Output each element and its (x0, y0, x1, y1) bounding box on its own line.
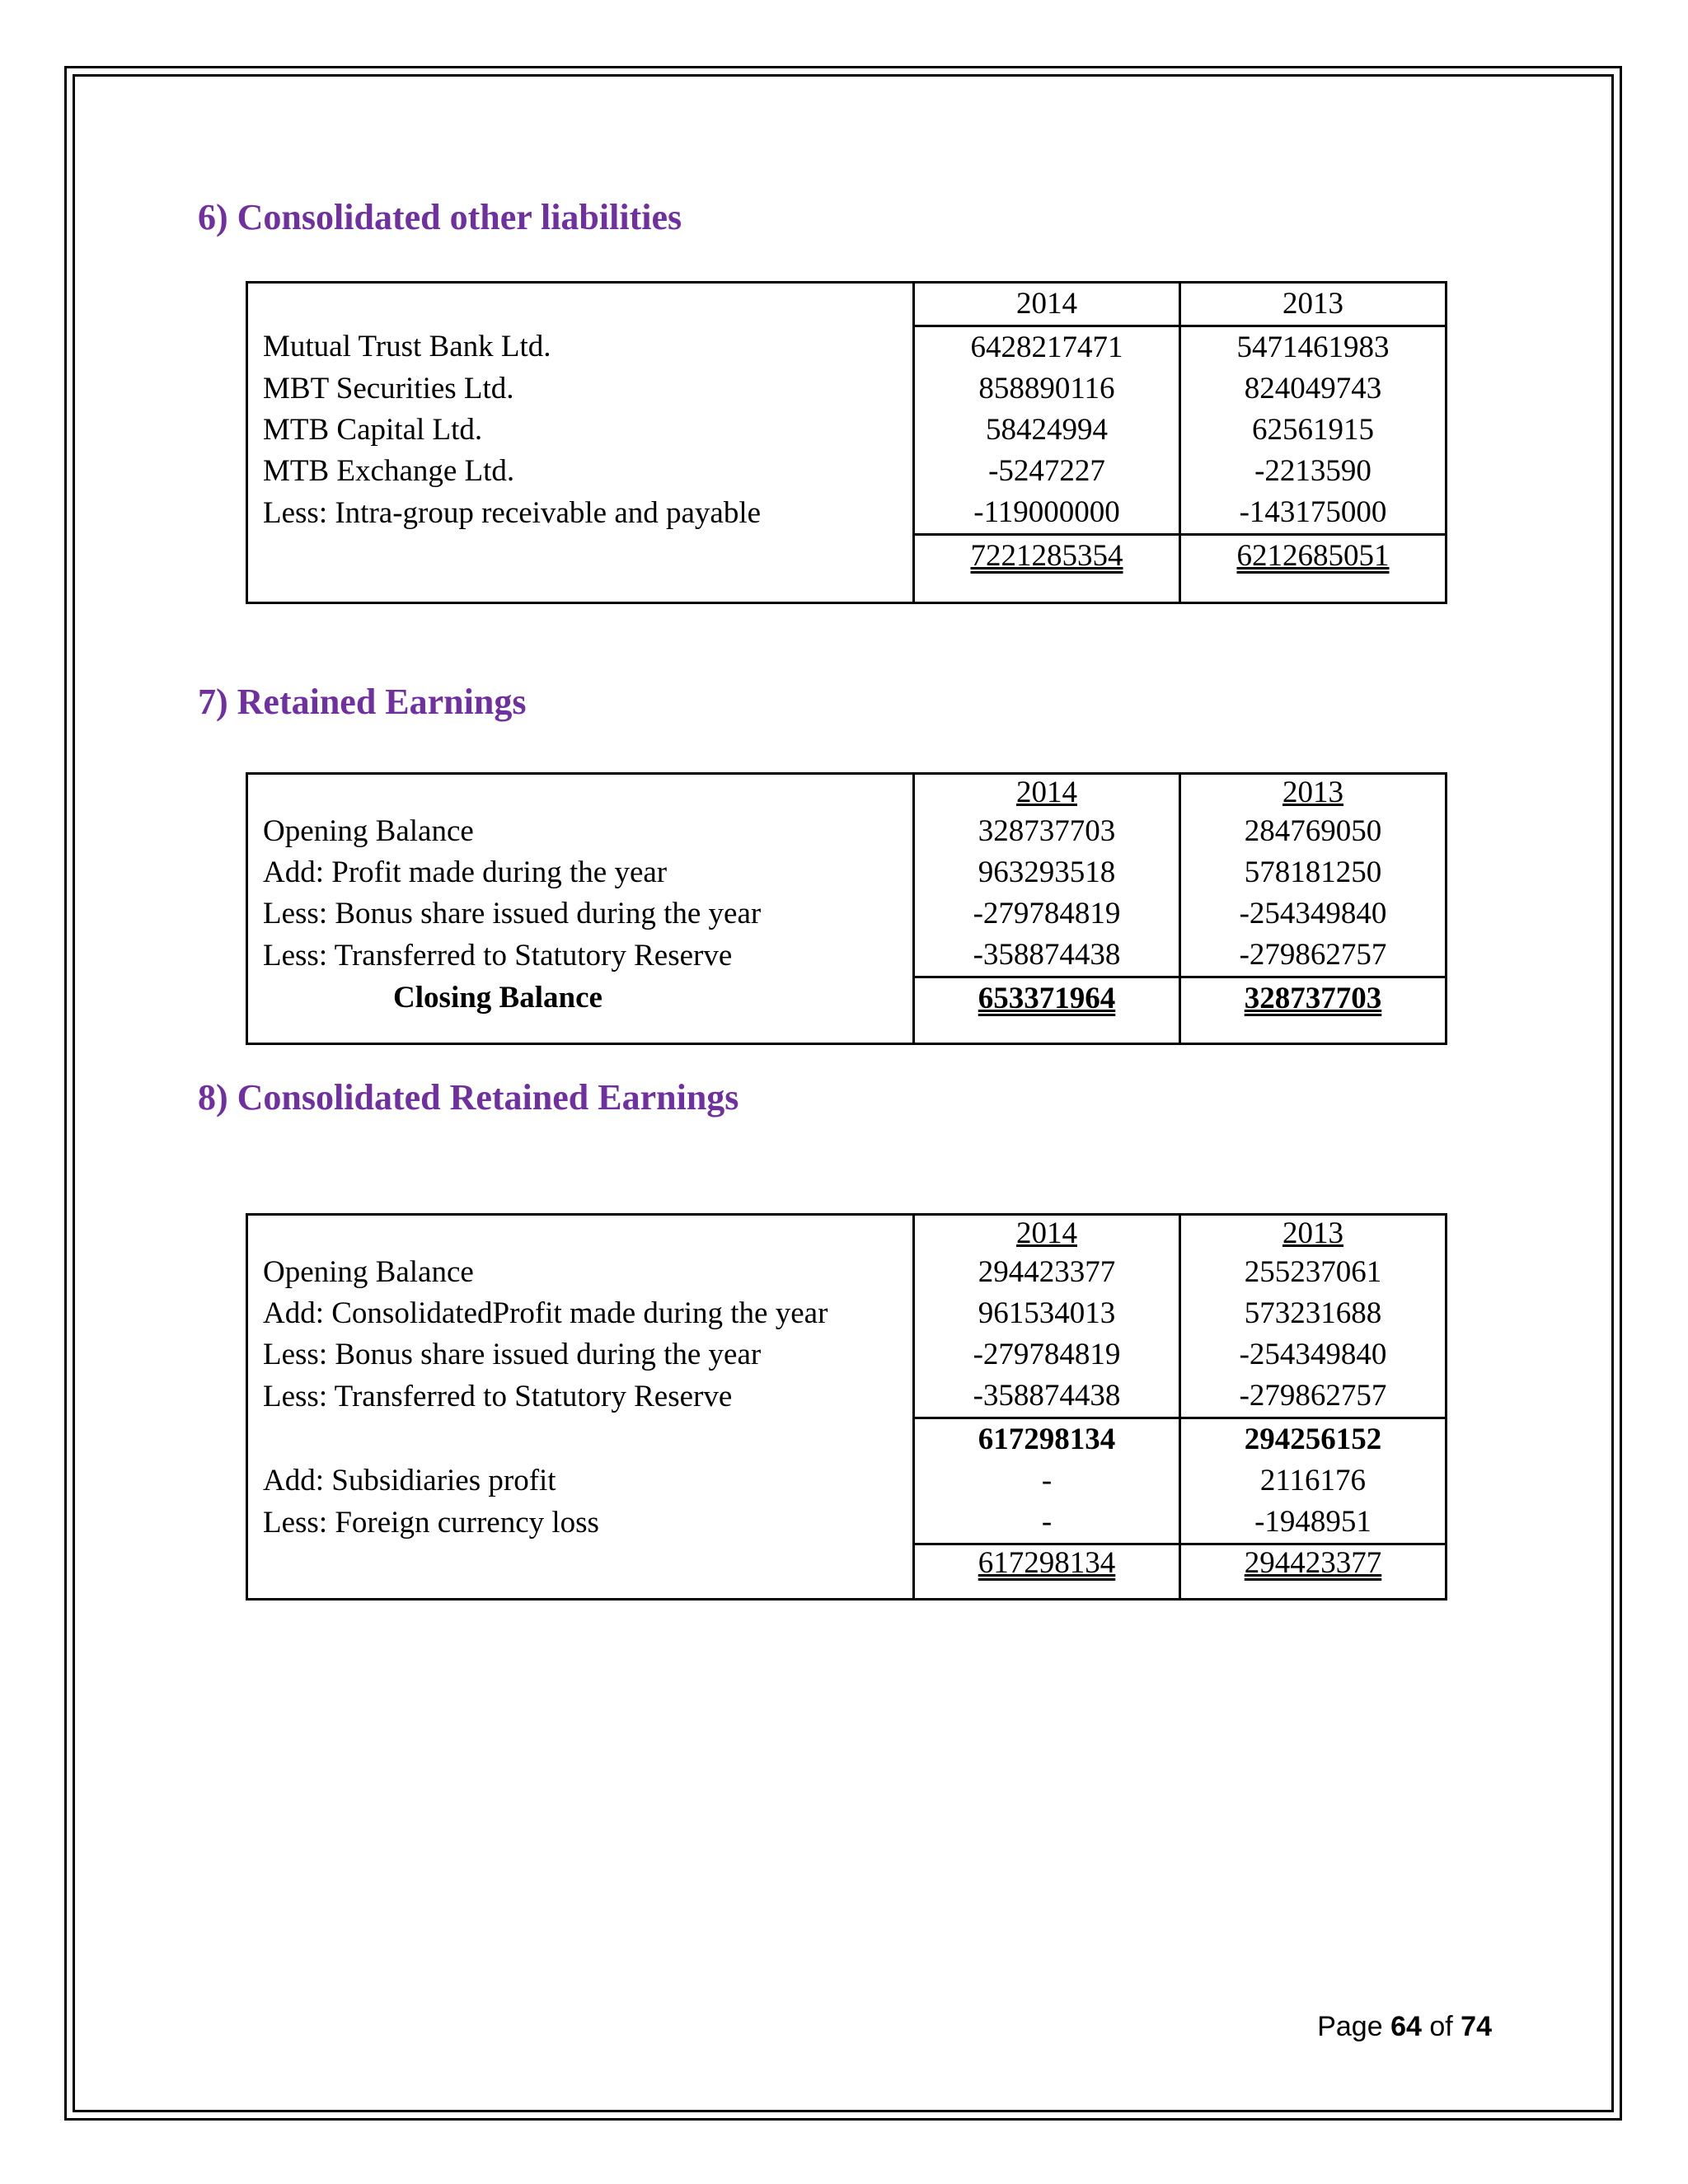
value-2014: -119000000 (914, 492, 1180, 535)
value-2013: -279862757 (1180, 935, 1447, 977)
table-row (247, 1252, 1447, 1293)
total-2014: 653371964 (978, 982, 1116, 1015)
other-liabilities-table (246, 281, 1447, 604)
page-of: of (1429, 2011, 1453, 2042)
value-2013: -254349840 (1180, 893, 1447, 935)
value-2013: 284769050 (1180, 811, 1447, 852)
row-label: Less: Transferred to Statutory Reserve (247, 935, 914, 977)
total-2013: 328737703 (1244, 982, 1382, 1015)
value-2013: 824049743 (1180, 368, 1447, 410)
table-row (247, 1293, 1447, 1334)
value-2014: - (914, 1502, 1180, 1544)
row-label: Less: Transferred to Statutory Reserve (247, 1376, 914, 1418)
value-2014: -279784819 (914, 893, 1180, 935)
section-heading-consolidated-retained-earnings: 8) Consolidated Retained Earnings (198, 1077, 739, 1118)
row-label: Less: Foreign currency loss (247, 1502, 914, 1544)
table-row (247, 410, 1447, 451)
total-row (247, 535, 1447, 578)
table-header-row (247, 774, 1447, 812)
table-header-row (247, 1215, 1447, 1253)
row-label: Add: Subsidiaries profit (247, 1460, 914, 1502)
retained-earnings-table (246, 772, 1447, 1045)
subtotal-2013: 294256152 (1180, 1418, 1447, 1461)
value-2014: -279784819 (914, 1334, 1180, 1376)
row-label: Mutual Trust Bank Ltd. (247, 326, 914, 369)
value-2013: 578181250 (1180, 852, 1447, 893)
table-row (247, 368, 1447, 410)
page-prefix: Page (1317, 2011, 1383, 2042)
row-label: Add: ConsolidatedProfit made during the year (247, 1293, 914, 1334)
table-row (247, 1502, 1447, 1544)
table-row (247, 492, 1447, 535)
value-2013: -254349840 (1180, 1334, 1447, 1376)
closing-balance-label: Closing Balance (247, 977, 914, 1020)
col-header-2013: 2013 (1282, 1216, 1343, 1250)
table-row (247, 935, 1447, 977)
table-row (247, 326, 1447, 369)
value-2014: 961534013 (914, 1293, 1180, 1334)
table-row (247, 1334, 1447, 1376)
value-2014: 328737703 (914, 811, 1180, 852)
row-label: Opening Balance (247, 811, 914, 852)
col-header-2014: 2014 (1016, 776, 1077, 809)
total-row (247, 1544, 1447, 1600)
table-header-row (247, 283, 1447, 326)
value-2013: 62561915 (1180, 410, 1447, 451)
page-number: 64 (1390, 2011, 1422, 2042)
total-2013: 6212685051 (1236, 539, 1390, 573)
row-label: Opening Balance (247, 1252, 914, 1293)
table-row (247, 451, 1447, 492)
total-2014: 617298134 (978, 1546, 1116, 1580)
table-row (247, 1460, 1447, 1502)
table-row (247, 1376, 1447, 1418)
value-2014: 6428217471 (914, 326, 1180, 369)
row-label: Less: Bonus share issued during the year (247, 893, 914, 935)
value-2014: - (914, 1460, 1180, 1502)
table-bottom-spacer (247, 577, 1447, 603)
page-total: 74 (1461, 2011, 1492, 2042)
table-row (247, 852, 1447, 893)
row-label: Add: Profit made during the year (247, 852, 914, 893)
value-2013: -2213590 (1180, 451, 1447, 492)
value-2014: -358874438 (914, 935, 1180, 977)
value-2013: -279862757 (1180, 1376, 1447, 1418)
col-header-2014: 2014 (914, 283, 1180, 326)
total-2013: 294423377 (1244, 1546, 1382, 1580)
row-label: Less: Bonus share issued during the year (247, 1334, 914, 1376)
row-label: Less: Intra-group receivable and payable (247, 492, 914, 535)
col-header-2013: 2013 (1282, 776, 1343, 809)
row-label: MBT Securities Ltd. (247, 368, 914, 410)
col-header-2013: 2013 (1180, 283, 1447, 326)
value-2013: -143175000 (1180, 492, 1447, 535)
value-2013: 573231688 (1180, 1293, 1447, 1334)
closing-balance-row (247, 977, 1447, 1020)
value-2014: -5247227 (914, 451, 1180, 492)
col-header-2014: 2014 (1016, 1216, 1077, 1250)
row-label: MTB Capital Ltd. (247, 410, 914, 451)
total-2014: 7221285354 (970, 539, 1123, 573)
value-2014: 294423377 (914, 1252, 1180, 1293)
section-heading-retained-earnings: 7) Retained Earnings (198, 682, 527, 722)
value-2013: 255237061 (1180, 1252, 1447, 1293)
table-bottom-spacer (247, 1019, 1447, 1044)
row-label: MTB Exchange Ltd. (247, 451, 914, 492)
value-2013: 5471461983 (1180, 326, 1447, 369)
subtotal-2014: 617298134 (914, 1418, 1180, 1461)
table-row (247, 893, 1447, 935)
value-2013: -1948951 (1180, 1502, 1447, 1544)
value-2013: 2116176 (1180, 1460, 1447, 1502)
value-2014: -358874438 (914, 1376, 1180, 1418)
value-2014: 963293518 (914, 852, 1180, 893)
table-row (247, 811, 1447, 852)
subtotal-row (247, 1418, 1447, 1461)
section-heading-other-liabilities: 6) Consolidated other liabilities (198, 197, 682, 237)
value-2014: 58424994 (914, 410, 1180, 451)
consolidated-retained-earnings-table (246, 1213, 1447, 1601)
page-number-footer (1317, 2011, 1492, 2043)
value-2014: 858890116 (914, 368, 1180, 410)
